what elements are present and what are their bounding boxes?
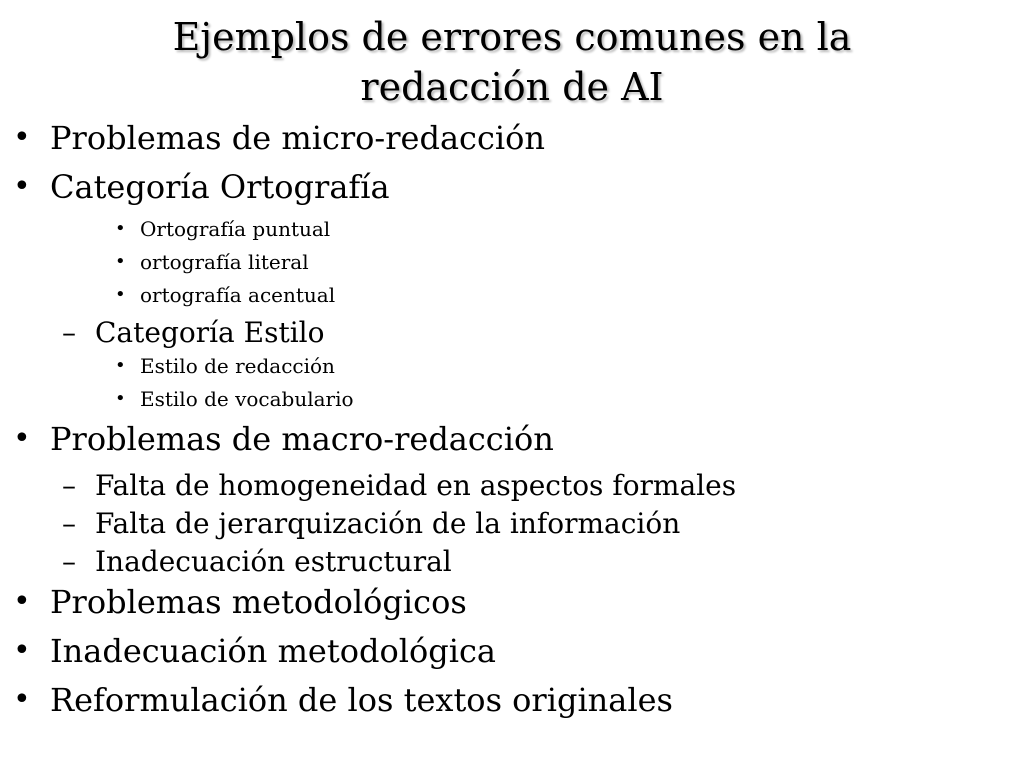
bullet-marker: • (13, 682, 31, 717)
list-item (0, 353, 1024, 386)
list-item (0, 282, 1024, 315)
list-item (0, 631, 1024, 680)
list-item (0, 249, 1024, 282)
list-item-text: ortografía literal (140, 250, 309, 274)
bullet-marker: • (13, 169, 31, 204)
list-item-text: Problemas de macro-redacción (50, 420, 554, 458)
slide-title (0, 12, 1024, 112)
dash-marker: – (62, 545, 76, 578)
bullet-marker: • (13, 584, 31, 619)
slide-title-line-2: redacción de AI (360, 65, 664, 109)
list-item-text: Inadecuación estructural (95, 545, 452, 578)
list-item-text: Falta de homogeneidad en aspectos formales (95, 469, 737, 502)
list-item-text: Ortografía puntual (140, 217, 331, 241)
dash-marker: – (62, 316, 76, 349)
bullet-marker: • (115, 355, 126, 376)
list-item (0, 167, 1024, 216)
bullet-marker: • (13, 120, 31, 155)
list-item (0, 386, 1024, 419)
list-item (0, 468, 1024, 506)
list-item (0, 582, 1024, 631)
bullet-marker: • (13, 633, 31, 668)
bullet-marker: • (115, 218, 126, 239)
dash-marker: – (62, 507, 76, 540)
bullet-marker: • (13, 421, 31, 456)
list-item (0, 118, 1024, 167)
list-item-text: Inadecuación metodológica (50, 632, 496, 670)
list-item-text: Categoría Estilo (95, 316, 325, 349)
list-item-text: Categoría Ortografía (50, 168, 390, 206)
bullet-marker: • (115, 251, 126, 272)
list-item-text: ortografía acentual (140, 283, 336, 307)
list-item (0, 419, 1024, 468)
list-item-text: Estilo de vocabulario (140, 387, 354, 411)
list-item-text: Falta de jerarquización de la información (95, 507, 681, 540)
list-item-text: Estilo de redacción (140, 354, 335, 378)
list-item (0, 544, 1024, 582)
list-item (0, 315, 1024, 353)
bullet-marker: • (115, 388, 126, 409)
list-item-text: Problemas metodológicos (50, 583, 467, 621)
list-item-text: Reformulación de los textos originales (50, 681, 673, 719)
list-item (0, 680, 1024, 729)
bullet-list (0, 118, 1024, 729)
bullet-marker: • (115, 284, 126, 305)
list-item (0, 506, 1024, 544)
slide-title-line-1: Ejemplos de errores comunes en la (172, 15, 852, 59)
list-item-text: Problemas de micro-redacción (50, 119, 545, 157)
dash-marker: – (62, 469, 76, 502)
list-item (0, 216, 1024, 249)
